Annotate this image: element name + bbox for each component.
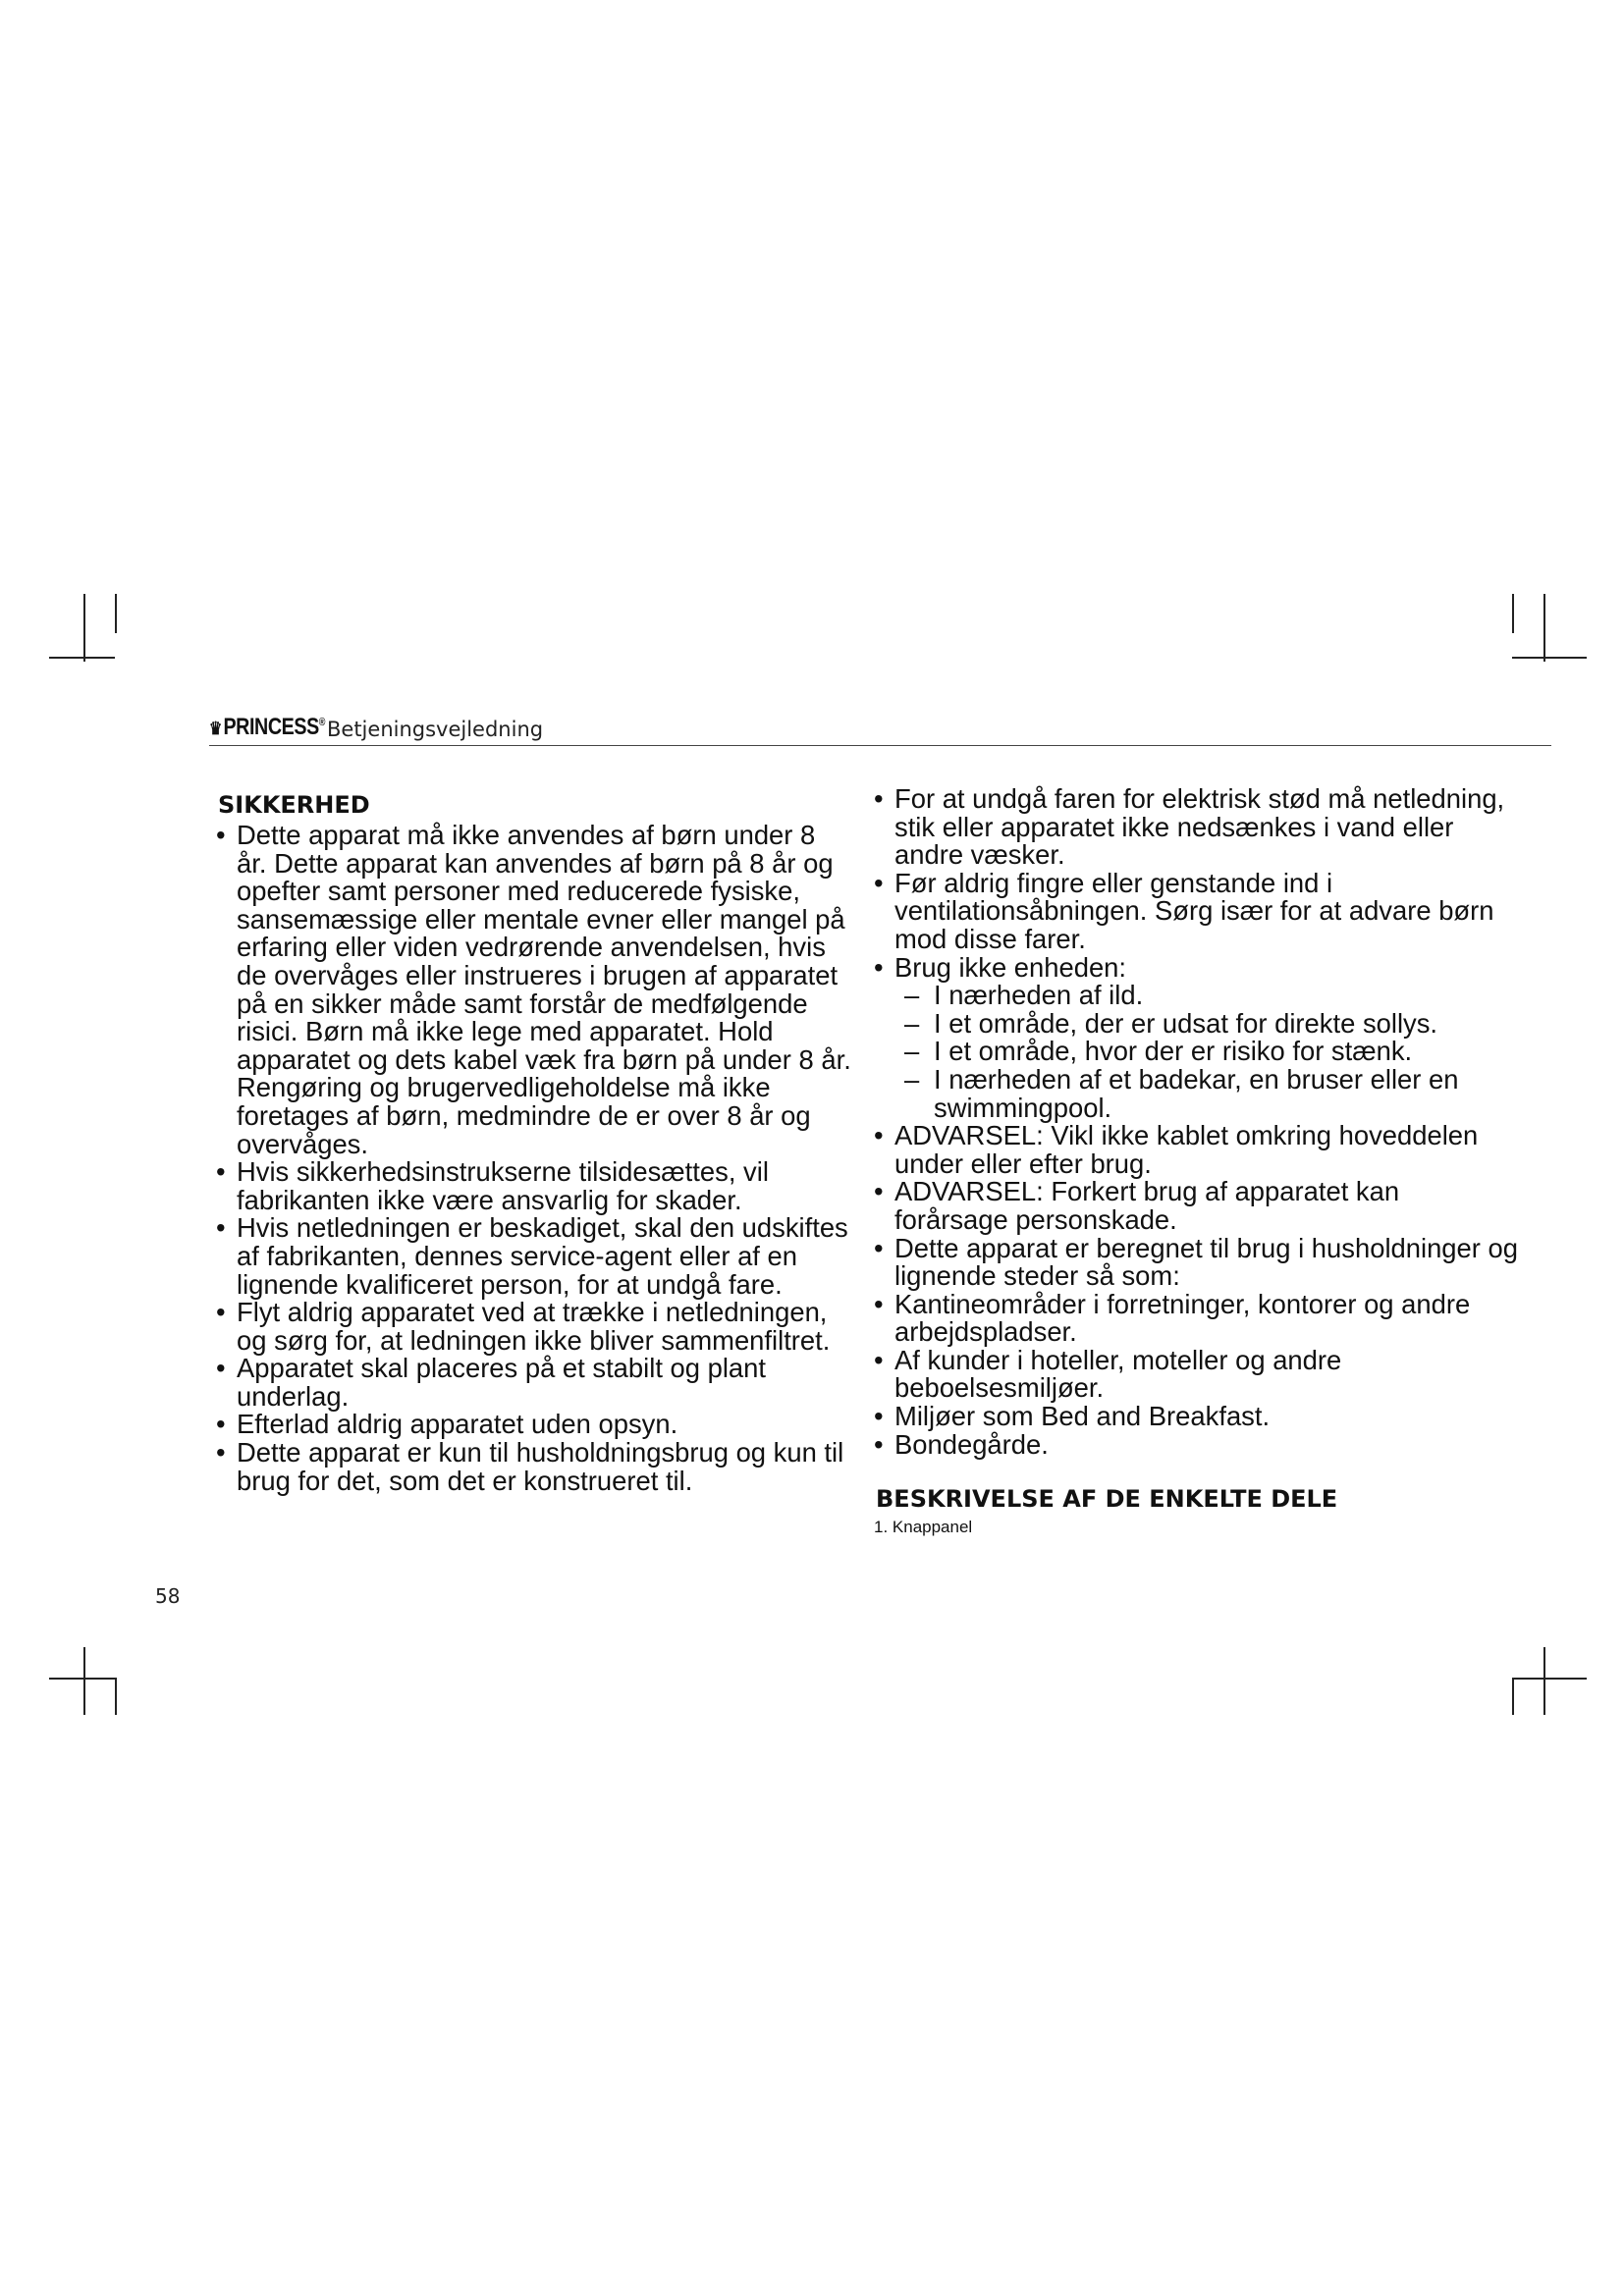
list-item: • Dette apparat er beregnet til brug i husholdninger og lignende steder så som:	[872, 1235, 1520, 1291]
left-column	[214, 789, 852, 1495]
brand-name: PRINCESS	[223, 714, 319, 740]
list-item: • Dette apparat må ikke anvendes af børn under 8 år. Dette apparat kan anvendes af børn på 8 år og opefter samt personer med reducerede fysiske, sansemæssige eller mentale evner eller mangel på erfaring eller viden vedrørende anvendelsen, hvis de overvåges eller instrueres i brugen af apparatet på en sikker måde samt forstår de medfølgende risici. Børn må ikke lege med apparatet. Hold apparatet og dets kabel væk fra børn på under 8 år. Rengøring og brugervedligeholdelse må ikke foretages af børn, medmindre de er over 8 år og overvåges.	[214, 822, 852, 1158]
list-item: • Kantineområder i forretninger, kontorer og andre arbejdspladser.	[872, 1291, 1520, 1347]
sub-list-text: I et område, hvor der er risiko for stænk.	[934, 1036, 1413, 1067]
crop-mark-bottom-right-h	[1512, 1678, 1587, 1680]
list-item: • Bondegårde.	[872, 1431, 1520, 1460]
registered-mark: ®	[318, 717, 326, 728]
dash-mark: –	[904, 1063, 920, 1095]
crop-mark-top-right-v2	[1512, 594, 1514, 633]
list-item: • Hvis sikkerhedsinstrukserne tilsidesættes, vil fabrikanten ikke være ansvarlig for skader.	[214, 1158, 852, 1214]
sub-list-text: I et område, der er udsat for direkte sollys.	[934, 1007, 1438, 1039]
dash-mark: –	[904, 980, 920, 1011]
parts-heading: BESKRIVELSE AF DE ENKELTE DELE	[876, 1485, 1338, 1514]
sub-list-item	[872, 1063, 1520, 1123]
list-item: • ADVARSEL: Vikl ikke kablet omkring hoveddelen under eller efter brug.	[872, 1122, 1520, 1178]
sub-list-item	[872, 1007, 1520, 1039]
crop-mark-top-right-v	[1543, 594, 1545, 662]
sub-list-text: I nærheden af et badekar, en bruser eller en swimmingpool.	[934, 1063, 1459, 1123]
dash-mark: –	[904, 1036, 920, 1067]
list-item: • Dette apparat er kun til husholdningsbrug og kun til brug for det, som det er konstrueret til.	[214, 1439, 852, 1495]
manual-title: Betjeningsvejledning	[327, 718, 544, 741]
list-item: • Brug ikke enheden:	[872, 954, 1520, 983]
crop-mark-top-right-h	[1512, 657, 1587, 659]
crop-mark-top-left-h	[49, 657, 115, 659]
crop-mark-top-left-v2	[115, 594, 117, 633]
crown-icon: ♛	[209, 719, 222, 738]
crop-mark-bottom-left-h	[49, 1678, 115, 1680]
list-item: • Flyt aldrig apparatet ved at trække i netledningen, og sørg for, at ledningen ikke bliver sammenfiltret.	[214, 1299, 852, 1355]
list-item: • Miljøer som Bed and Breakfast.	[872, 1403, 1520, 1431]
page-header	[209, 712, 1551, 746]
right-column	[872, 785, 1520, 1539]
list-item: • Af kunder i hoteller, moteller og andre beboelsesmiljøer.	[872, 1347, 1520, 1403]
dash-mark: –	[904, 1007, 920, 1039]
sub-list-item	[872, 1038, 1520, 1066]
page-number: 58	[155, 1584, 181, 1608]
princess-logo	[209, 714, 325, 741]
list-item: • Efterlad aldrig apparatet uden opsyn.	[214, 1411, 852, 1439]
safety-list	[214, 822, 852, 1495]
safety-heading: SIKKERHED	[218, 791, 370, 819]
list-item: • For at undgå faren for elektrisk stød må netledning, stik eller apparatet ikke nedsænkes i vand eller andre væsker.	[872, 785, 1520, 870]
list-item: • ADVARSEL: Forkert brug af apparatet kan forårsage personskade.	[872, 1178, 1520, 1234]
sub-list-item	[872, 982, 1520, 1010]
crop-mark-bottom-right-v2	[1512, 1678, 1514, 1715]
crop-mark-top-left-v	[83, 594, 85, 662]
list-item: • Før aldrig fingre eller genstande ind i ventilationsåbningen. Sørg især for at advare børn mod disse farer.	[872, 870, 1520, 954]
parts-item: 1. Knappanel	[874, 1518, 973, 1537]
safety-list-continued	[872, 785, 1520, 1459]
crop-mark-bottom-left-v2	[115, 1678, 117, 1715]
list-item: • Apparatet skal placeres på et stabilt og plant underlag.	[214, 1355, 852, 1411]
list-item: • Hvis netledningen er beskadiget, skal den udskiftes af fabrikanten, dennes service-agent eller af en lignende kvalificeret person, for at undgå fare.	[214, 1214, 852, 1299]
crop-mark-bottom-right-v	[1543, 1647, 1545, 1715]
crop-mark-bottom-left-v	[83, 1647, 85, 1715]
sub-list-text: I nærheden af ild.	[934, 980, 1144, 1011]
